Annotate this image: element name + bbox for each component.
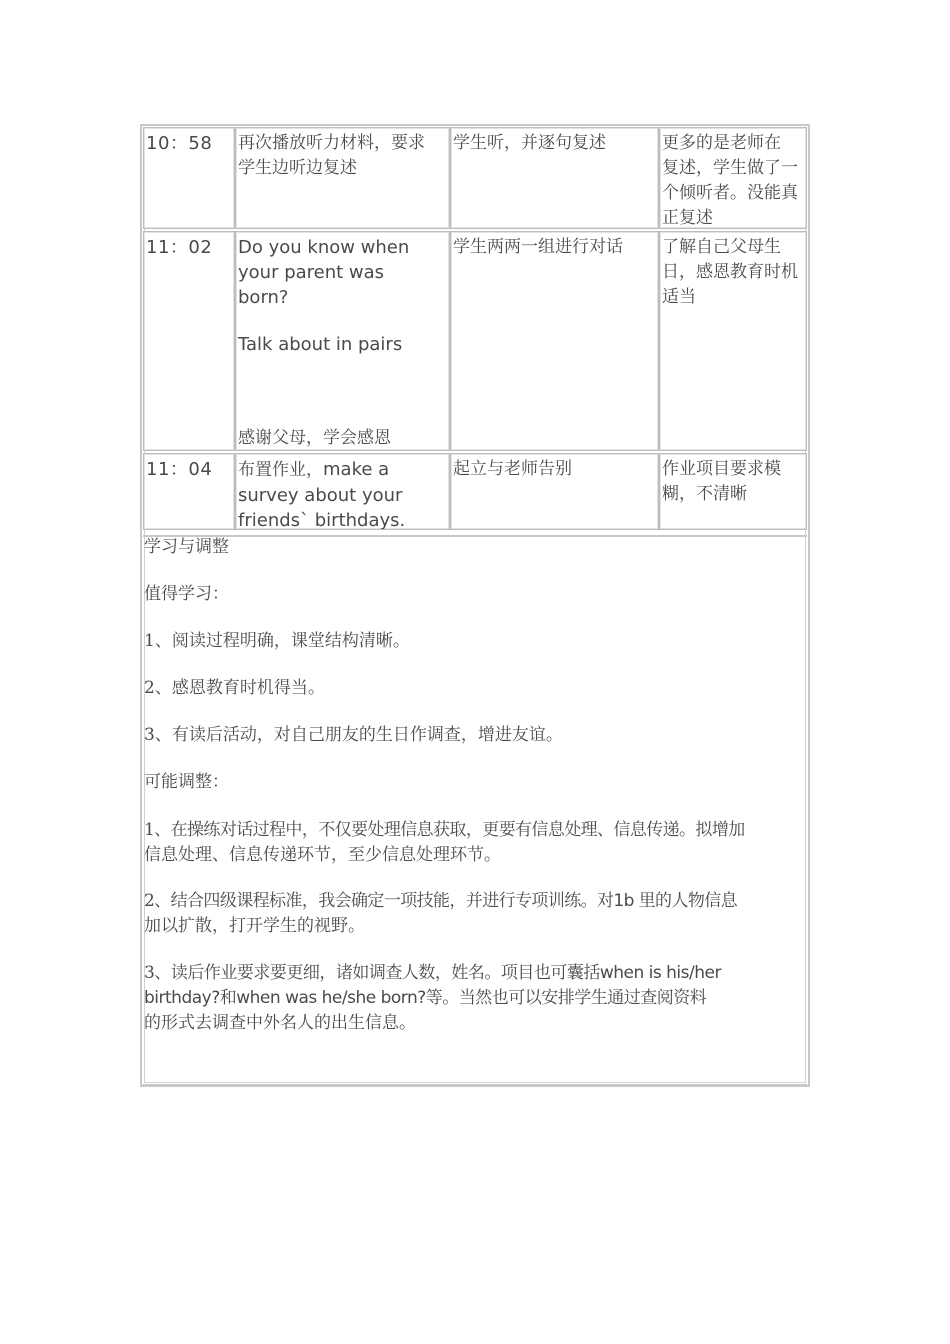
row1-student: 学生听，并逐句复述 <box>453 133 606 153</box>
row3-comment-cell <box>659 453 807 530</box>
row2-activity-en-line2: your parent was <box>238 262 385 283</box>
row2-activity-en-line1: Do you know when <box>238 237 410 258</box>
row1-comment-line4: 正复述 <box>662 208 713 228</box>
row2-student: 学生两两一组进行对话 <box>453 237 623 257</box>
adjust-item-3-en1: when is his/her <box>599 963 721 983</box>
good-heading: 值得学习： <box>144 584 229 604</box>
good-item-1: 1、阅读过程明确，课堂结构清晰。 <box>144 631 410 651</box>
row3-activity-en-line2: survey about your <box>238 485 403 506</box>
row1-time: 10：58 <box>146 133 213 154</box>
adjust-item-3-part-a: 3、读后作业要求要更细，诸如调查人数，姓名。项目也可囊括 <box>144 963 600 983</box>
adjust-item-2-en: 1b <box>613 891 634 911</box>
adjust-item-3-line1 <box>144 961 808 986</box>
row2-time-cell <box>143 231 235 451</box>
section-title: 学习与调整 <box>144 537 229 557</box>
row3-time: 11：04 <box>146 459 213 480</box>
row1-comment-line2: 复述，学生做了一 <box>662 158 798 178</box>
row3-activity-cn: 布置作业， <box>238 460 323 480</box>
row2-comment-line3: 适当 <box>662 287 696 307</box>
adjust-item-3-en3: when was he/she born? <box>236 988 426 1008</box>
row3-comment-line2: 糊，不清晰 <box>662 484 747 504</box>
adjust-item-2-part-a: 2、结合四级课程标准，我会确定一项技能，并进行专项训练。对 <box>144 891 614 911</box>
row3-student-cell <box>450 453 659 530</box>
row3-activity-en-line3: friends` birthdays. <box>238 510 406 530</box>
adjust-item-3-part-b: 和 <box>219 988 237 1008</box>
row1-activity-cell <box>235 127 450 229</box>
row3-activity-en-line1: make a <box>323 459 390 480</box>
row2-comment-line2: 日，感恩教育时机 <box>662 262 798 282</box>
row2-student-cell <box>450 231 659 451</box>
row1-time-cell <box>143 127 235 229</box>
row1-comment-line1: 更多的是老师在 <box>662 133 781 153</box>
adjust-item-2-part-b: 里的人物信息 <box>638 891 738 911</box>
adjust-item-3-en2: birthday? <box>144 988 220 1008</box>
row2-comment-cell <box>659 231 807 451</box>
adjust-heading: 可能调整： <box>144 772 229 792</box>
adjust-item-2 <box>144 889 808 939</box>
row1-activity-line2: 学生边听边复述 <box>238 158 357 178</box>
adjust-item-2-line2: 加以扩散，打开学生的视野。 <box>144 916 365 936</box>
row2-activity-en2: Talk about in pairs <box>238 334 403 355</box>
row1-activity-line1: 再次播放听力材料，要求 <box>238 133 425 153</box>
row3-time-cell <box>143 453 235 530</box>
good-item-3: 3、有读后活动，对自己朋友的生日作调查，增进友谊。 <box>144 725 563 745</box>
row2-activity-en-line3: born? <box>238 287 289 308</box>
adjust-item-3-part-c: 等。当然也可以安排学生通过查阅资料 <box>425 988 707 1008</box>
row1-comment-line3: 个倾听者。没能真 <box>662 183 798 203</box>
adjust-item-3-line3: 的形式去调查中外名人的出生信息。 <box>144 1013 416 1033</box>
row2-comment-line1: 了解自己父母生 <box>662 237 781 257</box>
row2-activity-cn: 感谢父母，学会感恩 <box>238 428 391 448</box>
adjust-item-1-line2: 信息处理、信息传递环节，至少信息处理环节。 <box>144 845 501 865</box>
row1-comment-cell <box>659 127 807 229</box>
row2-activity-cell <box>235 231 450 451</box>
adjust-item-3 <box>144 961 808 1036</box>
row2-time: 11：02 <box>146 237 213 258</box>
good-item-2: 2、感恩教育时机得当。 <box>144 678 325 698</box>
row3-student: 起立与老师告别 <box>453 459 572 479</box>
adjust-item-1-line1: 1、在操练对话过程中，不仅要处理信息获取，更要有信息处理、信息传递。拟增加 <box>144 820 745 840</box>
row3-activity-cell <box>235 453 450 530</box>
adjust-item-2-line1 <box>144 889 808 914</box>
adjust-item-1 <box>144 818 808 868</box>
row1-student-cell <box>450 127 659 229</box>
row3-comment-line1: 作业项目要求模 <box>662 459 781 479</box>
adjust-item-3-line2 <box>144 986 808 1011</box>
